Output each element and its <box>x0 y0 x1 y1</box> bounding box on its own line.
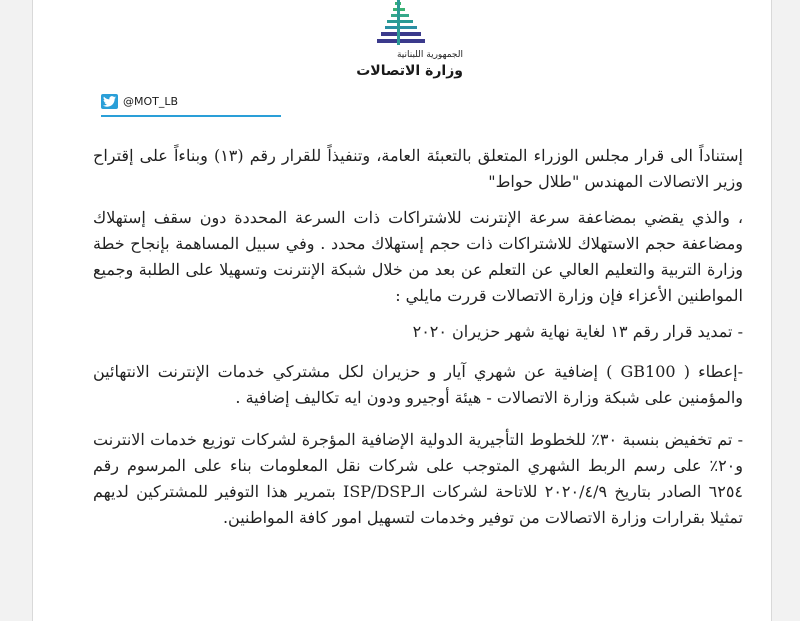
document-page <box>32 0 772 621</box>
twitter-handle-row[interactable] <box>101 91 178 111</box>
logo-republic-text: الجمهورية اللبنانية <box>396 50 463 60</box>
decision-context-paragraph: ، والذي يقضي بمضاعفة سرعة الإنترنت للاشتراكات ذات السرعة المحددة دون سقف إستهلاك ومضاعفة حجم الاستهلاك للاشتراكات ذات حجم إستهلاك محدد . وفي سبيل المساهمة بإنجاح خطة وزارة التربية والتعليم العالي عن التعلم عن بعد من خلال شبكة الإنترنت وتسهيلا على الطلبة وجميع المواطنين الأعزاء فإن وزارة الاتصالات قررت مايلي : <box>93 208 743 305</box>
intro-paragraph: إستناداً الى قرار مجلس الوزراء المتعلق بالتعبئة العامة، وتنفيذاً للقرار رقم (١٣) وبناءاً على إقتراح وزير الاتصالات المهندس "طلال حواط" <box>93 146 743 191</box>
header-divider <box>101 115 281 117</box>
decision-item-price-reduction: - تم تخفيض بنسبة ٣٠٪ للخطوط التأجيرية الدولية الإضافية المؤجرة لشركات توزيع خدمات الانترنت و٢٠٪ على رسم الربط الشهري المتوجب على شركات نقل المعلومات بناء على المرسوم رقم ٦٢٥٤ الصادر بتاريخ ٢٠٢٠/٤/٩ للاتاحة لشركات الـISP/DSP بتمرير هذا التوفير للمشتركين لديهم تمثيلا بقرارات وزارة الاتصالات من توفير وخدمات لتسهيل امور كافة المواطنين. <box>93 430 744 527</box>
twitter-icon <box>101 94 118 109</box>
decision-item-extension: - تمديد قرار رقم ١٣ لغاية نهاية شهر حزيران ٢٠٢٠ <box>412 322 743 341</box>
ministry-logo <box>345 0 505 92</box>
decision-item-extra-data: -إعطاء ( GB100 ) إضافية عن شهري آيار و حزيران لكل مشتركي خدمات الإنترنت الانتهائين والمؤمنين على شبكة وزارة الاتصالات - هيئة أوجيرو ودون ايه تكاليف إضافية . <box>93 362 743 407</box>
logo-ministry-text: وزارة الاتصالات <box>356 63 463 79</box>
twitter-handle[interactable]: @MOT_LB <box>123 94 179 108</box>
document-body <box>93 143 743 531</box>
